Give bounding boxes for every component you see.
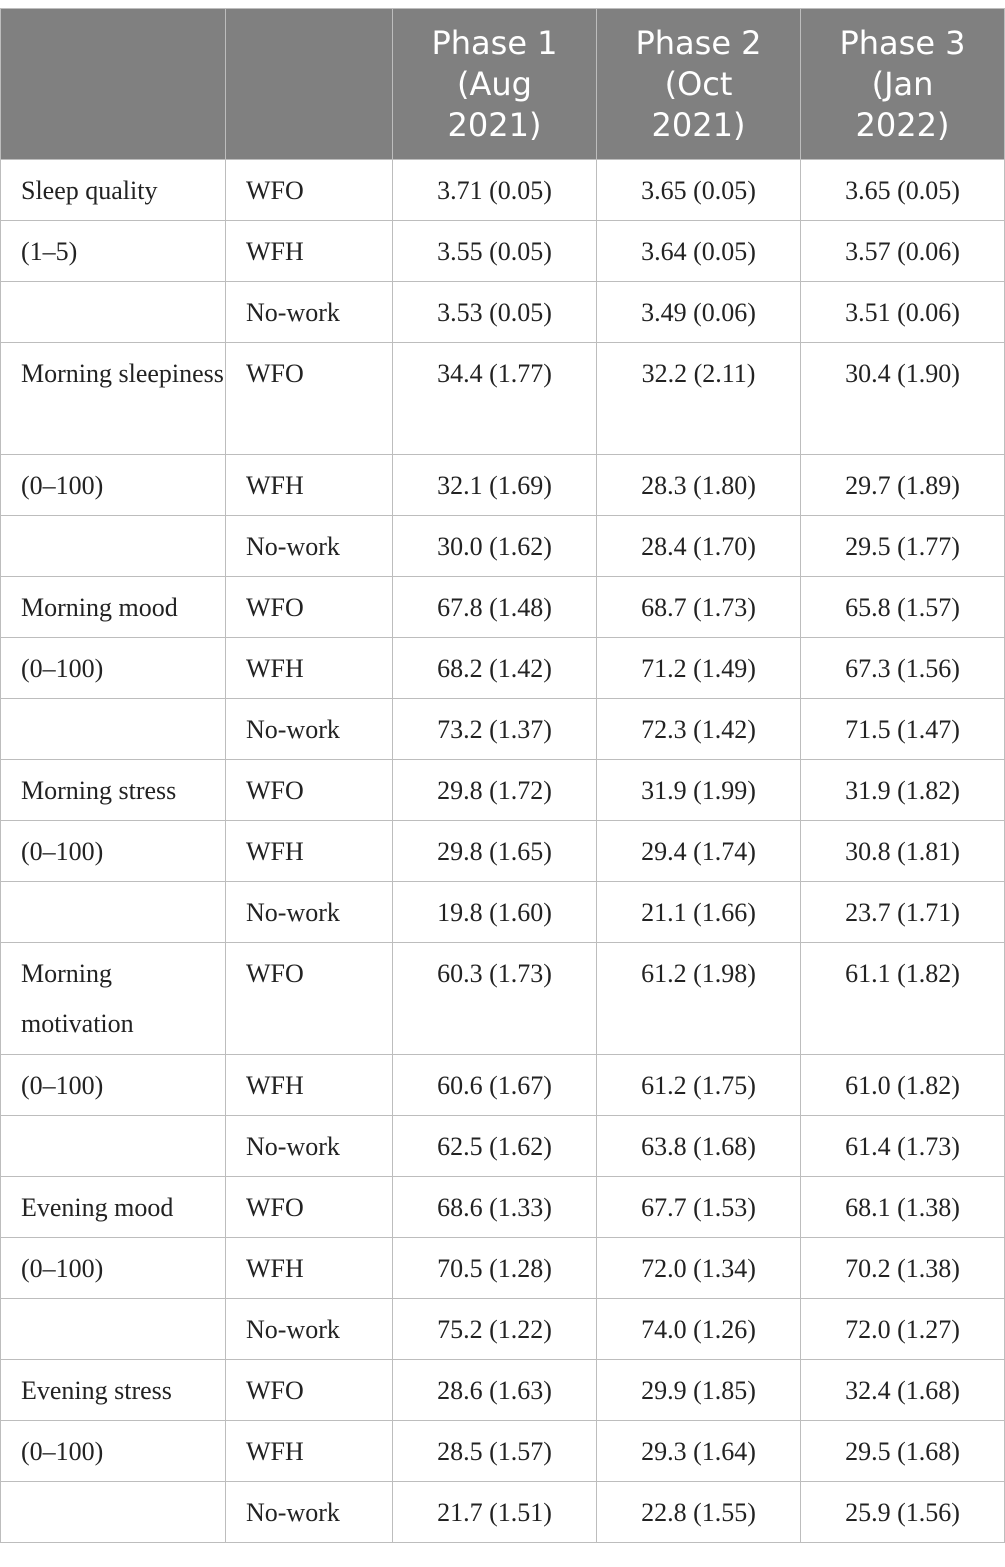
header-phase-1-line-3: 2021) — [447, 105, 542, 144]
cell-phase-3-value: 25.9 (1.56) — [801, 1482, 1005, 1543]
cell-measure: (0–100) — [1, 455, 226, 516]
cell-phase-3-value: 3.51 (0.06) — [801, 282, 1005, 343]
cell-phase-2-value: 68.7 (1.73) — [597, 577, 801, 638]
cell-phase-2-value: 74.0 (1.26) — [597, 1299, 801, 1360]
table-row — [1, 1238, 1005, 1299]
table-row — [1, 699, 1005, 760]
cell-measure: Evening mood — [1, 1177, 226, 1238]
cell-phase-3-value: 61.4 (1.73) — [801, 1116, 1005, 1177]
table-row — [1, 1177, 1005, 1238]
cell-measure: (0–100) — [1, 821, 226, 882]
cell-condition: WFH — [226, 221, 393, 282]
cell-phase-2-value: 32.2 (2.11) — [597, 343, 801, 455]
cell-condition: WFH — [226, 1055, 393, 1116]
cell-condition: No-work — [226, 1116, 393, 1177]
cell-measure — [1, 1482, 226, 1543]
cell-phase-2-value: 28.3 (1.80) — [597, 455, 801, 516]
cell-phase-2-value: 22.8 (1.55) — [597, 1482, 801, 1543]
header-phase-3-line-3: 2022) — [855, 105, 950, 144]
cell-phase-3-value: 68.1 (1.38) — [801, 1177, 1005, 1238]
cell-phase-3-value: 23.7 (1.71) — [801, 882, 1005, 943]
cell-condition: WFO — [226, 160, 393, 221]
table-row — [1, 160, 1005, 221]
table-row — [1, 343, 1005, 455]
cell-measure: (0–100) — [1, 638, 226, 699]
cell-condition: WFO — [226, 343, 393, 455]
cell-condition: WFO — [226, 760, 393, 821]
header-phase-3-line-2: (Jan — [871, 64, 934, 103]
header-phase-3 — [801, 9, 1005, 160]
cell-phase-1-value: 28.6 (1.63) — [393, 1360, 597, 1421]
cell-phase-1-value: 29.8 (1.65) — [393, 821, 597, 882]
cell-phase-2-value: 28.4 (1.70) — [597, 516, 801, 577]
cell-phase-2-value: 63.8 (1.68) — [597, 1116, 801, 1177]
cell-measure: Morning stress — [1, 760, 226, 821]
header-phase-2-line-3: 2021) — [651, 105, 746, 144]
cell-measure — [1, 699, 226, 760]
table-row — [1, 221, 1005, 282]
cell-measure — [1, 1299, 226, 1360]
results-table — [0, 8, 1005, 1543]
header-phase-1 — [393, 9, 597, 160]
header-phase-2 — [597, 9, 801, 160]
table-row — [1, 943, 1005, 1055]
table-row — [1, 577, 1005, 638]
cell-phase-1-value: 32.1 (1.69) — [393, 455, 597, 516]
header-row — [1, 9, 1005, 160]
cell-phase-1-value: 3.55 (0.05) — [393, 221, 597, 282]
cell-phase-1-value: 60.3 (1.73) — [393, 943, 597, 1055]
table-row — [1, 882, 1005, 943]
cell-condition: WFO — [226, 577, 393, 638]
cell-phase-3-value: 31.9 (1.82) — [801, 760, 1005, 821]
cell-phase-1-value: 3.53 (0.05) — [393, 282, 597, 343]
cell-phase-2-value: 67.7 (1.53) — [597, 1177, 801, 1238]
cell-phase-1-value: 34.4 (1.77) — [393, 343, 597, 455]
table-row — [1, 516, 1005, 577]
table-row — [1, 821, 1005, 882]
table-row — [1, 638, 1005, 699]
header-phase-1-line-1: Phase 1 — [431, 23, 558, 62]
cell-phase-2-value: 71.2 (1.49) — [597, 638, 801, 699]
cell-measure: Morning sleepiness — [1, 343, 226, 455]
cell-phase-1-value: 62.5 (1.62) — [393, 1116, 597, 1177]
cell-condition: No-work — [226, 882, 393, 943]
cell-phase-2-value: 61.2 (1.98) — [597, 943, 801, 1055]
cell-measure: Morning motivation — [1, 943, 226, 1055]
cell-phase-1-value: 73.2 (1.37) — [393, 699, 597, 760]
cell-measure: Evening stress — [1, 1360, 226, 1421]
cell-phase-2-value: 72.0 (1.34) — [597, 1238, 801, 1299]
cell-condition: WFO — [226, 1360, 393, 1421]
cell-phase-3-value: 29.5 (1.77) — [801, 516, 1005, 577]
cell-phase-2-value: 3.64 (0.05) — [597, 221, 801, 282]
cell-condition: WFO — [226, 1177, 393, 1238]
cell-measure: (1–5) — [1, 221, 226, 282]
cell-measure: (0–100) — [1, 1421, 226, 1482]
cell-phase-2-value: 72.3 (1.42) — [597, 699, 801, 760]
cell-phase-3-value: 71.5 (1.47) — [801, 699, 1005, 760]
cell-phase-2-value: 31.9 (1.99) — [597, 760, 801, 821]
cell-phase-1-value: 30.0 (1.62) — [393, 516, 597, 577]
cell-phase-3-value: 3.65 (0.05) — [801, 160, 1005, 221]
table-row — [1, 455, 1005, 516]
cell-phase-3-value: 61.1 (1.82) — [801, 943, 1005, 1055]
header-condition — [226, 9, 393, 160]
cell-phase-2-value: 29.9 (1.85) — [597, 1360, 801, 1421]
cell-phase-2-value: 29.3 (1.64) — [597, 1421, 801, 1482]
cell-condition: WFH — [226, 1238, 393, 1299]
cell-condition: No-work — [226, 1482, 393, 1543]
cell-measure: (0–100) — [1, 1238, 226, 1299]
table-row — [1, 1360, 1005, 1421]
cell-phase-1-value: 28.5 (1.57) — [393, 1421, 597, 1482]
cell-phase-3-value: 30.4 (1.90) — [801, 343, 1005, 455]
cell-measure — [1, 282, 226, 343]
cell-phase-3-value: 29.5 (1.68) — [801, 1421, 1005, 1482]
cell-condition: WFH — [226, 821, 393, 882]
table-header — [1, 9, 1005, 160]
cell-phase-1-value: 3.71 (0.05) — [393, 160, 597, 221]
cell-phase-3-value: 3.57 (0.06) — [801, 221, 1005, 282]
table-row — [1, 1055, 1005, 1116]
cell-phase-3-value: 30.8 (1.81) — [801, 821, 1005, 882]
header-phase-2-line-2: (Oct — [664, 64, 733, 103]
cell-phase-3-value: 65.8 (1.57) — [801, 577, 1005, 638]
cell-phase-1-value: 70.5 (1.28) — [393, 1238, 597, 1299]
cell-phase-1-value: 29.8 (1.72) — [393, 760, 597, 821]
cell-measure — [1, 882, 226, 943]
header-phase-2-line-1: Phase 2 — [635, 23, 762, 62]
cell-phase-2-value: 3.49 (0.06) — [597, 282, 801, 343]
cell-phase-1-value: 68.6 (1.33) — [393, 1177, 597, 1238]
cell-condition: WFO — [226, 943, 393, 1055]
table-row — [1, 760, 1005, 821]
cell-phase-2-value: 61.2 (1.75) — [597, 1055, 801, 1116]
table-row — [1, 282, 1005, 343]
cell-condition: No-work — [226, 516, 393, 577]
cell-phase-2-value: 3.65 (0.05) — [597, 160, 801, 221]
cell-phase-3-value: 70.2 (1.38) — [801, 1238, 1005, 1299]
cell-condition: WFH — [226, 1421, 393, 1482]
cell-measure: (0–100) — [1, 1055, 226, 1116]
table-row — [1, 1299, 1005, 1360]
cell-phase-3-value: 32.4 (1.68) — [801, 1360, 1005, 1421]
cell-condition: No-work — [226, 1299, 393, 1360]
cell-measure: Sleep quality — [1, 160, 226, 221]
cell-phase-2-value: 21.1 (1.66) — [597, 882, 801, 943]
cell-phase-2-value: 29.4 (1.74) — [597, 821, 801, 882]
cell-measure: Morning mood — [1, 577, 226, 638]
table-row — [1, 1116, 1005, 1177]
cell-phase-3-value: 29.7 (1.89) — [801, 455, 1005, 516]
cell-phase-3-value: 61.0 (1.82) — [801, 1055, 1005, 1116]
cell-phase-3-value: 72.0 (1.27) — [801, 1299, 1005, 1360]
header-phase-3-line-1: Phase 3 — [839, 23, 966, 62]
cell-measure — [1, 516, 226, 577]
cell-condition: No-work — [226, 282, 393, 343]
cell-phase-1-value: 60.6 (1.67) — [393, 1055, 597, 1116]
cell-measure — [1, 1116, 226, 1177]
cell-phase-3-value: 67.3 (1.56) — [801, 638, 1005, 699]
cell-phase-1-value: 67.8 (1.48) — [393, 577, 597, 638]
cell-phase-1-value: 75.2 (1.22) — [393, 1299, 597, 1360]
cell-phase-1-value: 19.8 (1.60) — [393, 882, 597, 943]
table-row — [1, 1421, 1005, 1482]
cell-condition: No-work — [226, 699, 393, 760]
header-phase-1-line-2: (Aug — [457, 64, 532, 103]
header-measure — [1, 9, 226, 160]
cell-condition: WFH — [226, 455, 393, 516]
cell-condition: WFH — [226, 638, 393, 699]
table-row — [1, 1482, 1005, 1543]
cell-phase-1-value: 68.2 (1.42) — [393, 638, 597, 699]
cell-phase-1-value: 21.7 (1.51) — [393, 1482, 597, 1543]
table-body — [1, 160, 1005, 1543]
